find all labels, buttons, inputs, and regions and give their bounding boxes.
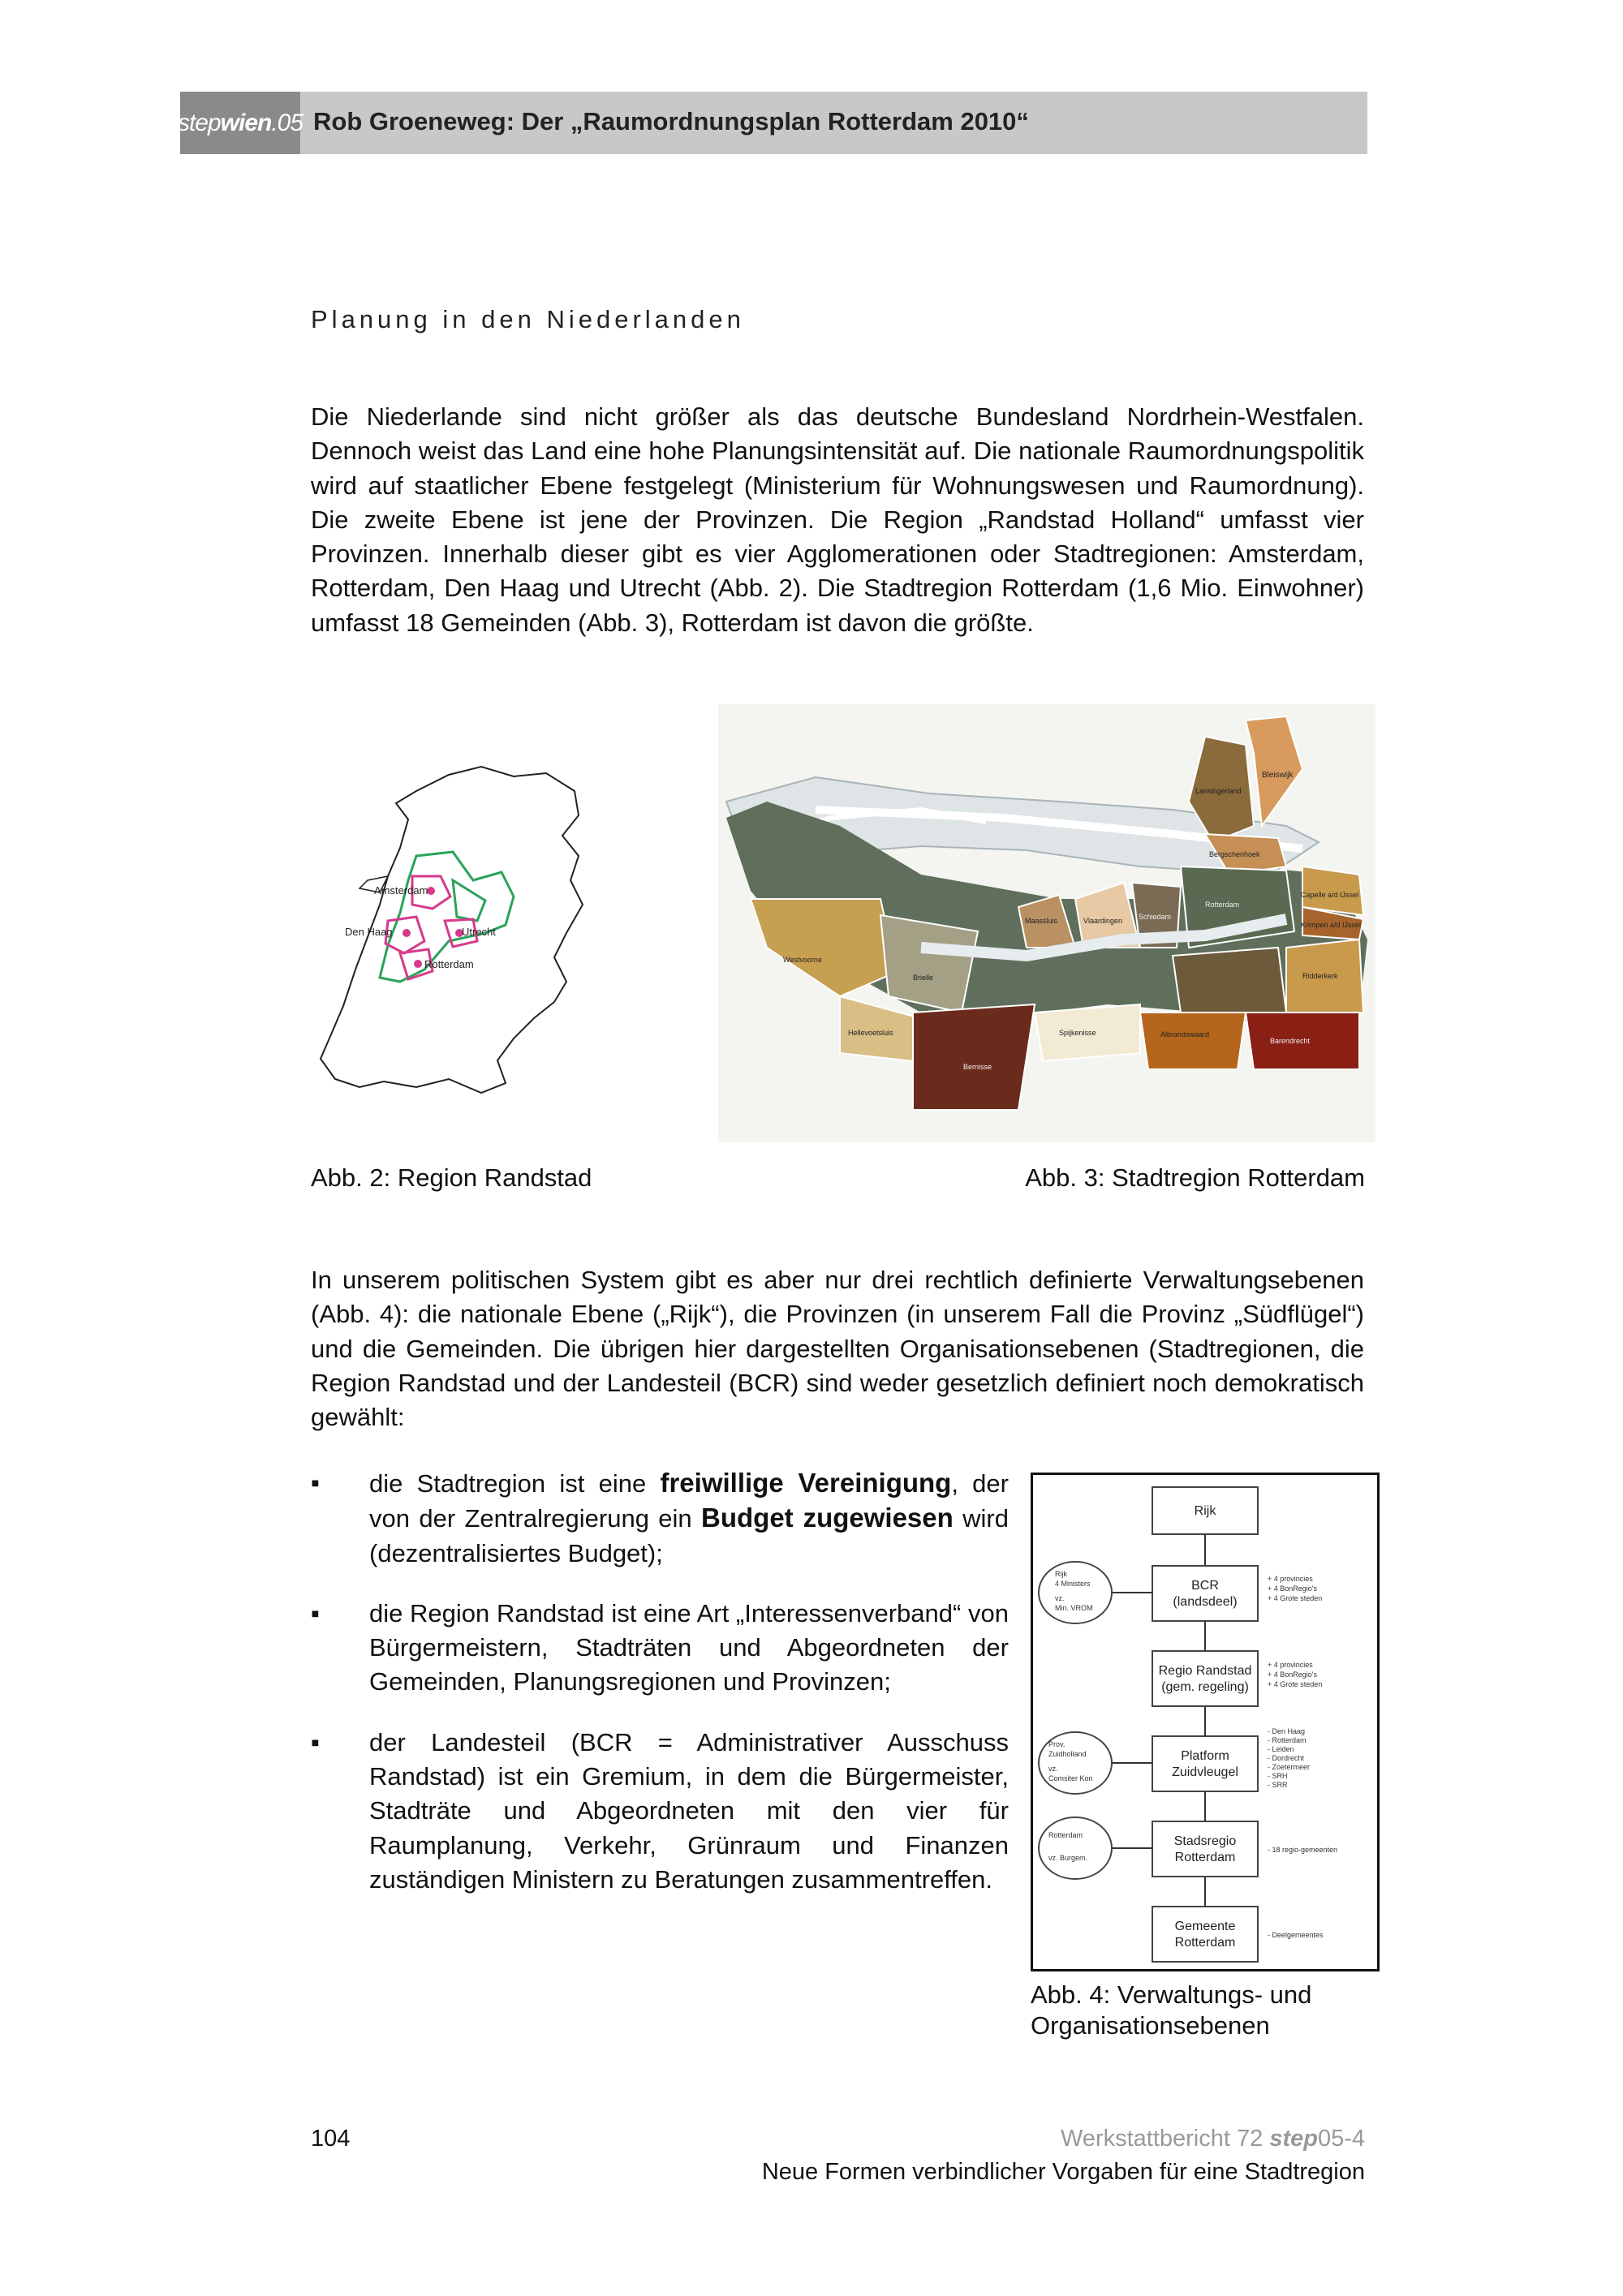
bullet-list	[311, 1466, 1009, 1923]
rmap-label-rotterdam: Rotterdam	[1205, 901, 1240, 909]
paragraph-verwaltung: In unserem politischen System gibt es aber nur drei rechtlich definierte Verwaltungsebenen (Abb. 4): die nationale Ebene („Rijk“), die Provinzen (in unserem Fall die Provinz „Südflügel“) und die Gemeinden. Die übrigen hier dargestellten Organisationsebenen (Stadtregionen, die Region Randstad und der Landesteil (BCR) sind weder gesetzlich definiert noch demokratisch gewählt:	[311, 1266, 1364, 1432]
note-text: - Den Haag	[1268, 1727, 1306, 1735]
circle-text: Zuidholland	[1048, 1750, 1087, 1758]
circle-text: Rotterdam	[1048, 1831, 1083, 1839]
rmap-label-bernisse: Bernisse	[963, 1063, 992, 1071]
map-label-denhaag: Den Haag	[345, 926, 393, 938]
circle-text: vz. Burgem.	[1048, 1854, 1088, 1862]
rmap-label-capelle: Capelle a/d IJssel	[1301, 891, 1359, 899]
footer-series-suffix: 05-4	[1317, 2126, 1365, 2152]
bullet-bold: freiwillige Vereinigung	[660, 1468, 952, 1498]
header-title: Rob Groeneweg: Der „Raumordnungsplan Rotterdam 2010“	[313, 107, 1029, 135]
note-text: - Dordrecht	[1268, 1754, 1305, 1762]
section-title: Planung in den Niederlanden	[311, 305, 745, 333]
stepwien-logo	[177, 92, 304, 154]
rmap-label-vlaardingen: Vlaardingen	[1083, 917, 1123, 925]
rmap-label-krimpen: Krimpen a/d IJssel	[1301, 921, 1362, 929]
organisation-diagram	[1031, 1473, 1380, 1971]
note-text: - Leiden	[1268, 1745, 1294, 1753]
diagram-box-gemeente: Gemeente	[1174, 1920, 1236, 1933]
note-text: + 4 Grote steden	[1268, 1680, 1323, 1688]
rmap-label-hellevoetsluis: Hellevoetsluis	[848, 1029, 893, 1037]
page-number: 104	[311, 2126, 351, 2152]
diagram-box-stadsregio: Stadsregio	[1173, 1834, 1237, 1848]
note-text: - 18 regio-gemeenten	[1268, 1846, 1338, 1854]
note-text: - Rotterdam	[1268, 1736, 1307, 1744]
bullet-item	[311, 1597, 1009, 1700]
diagram-box-platform: Platform	[1181, 1749, 1229, 1763]
diagram-box-randstad: Regio Randstad	[1158, 1664, 1252, 1678]
bullet-text: die Stadtregion ist eine	[369, 1469, 661, 1498]
circle-text: vz.	[1048, 1765, 1058, 1773]
bullet-item	[311, 1726, 1009, 1897]
circle-text: Prov.	[1048, 1740, 1065, 1748]
caption-abb3: Abb. 3: Stadtregion Rotterdam	[1025, 1163, 1365, 1192]
circle-text: Comsiter Kon	[1048, 1774, 1093, 1782]
diagram-box-platform-sub: Zuidvleugel	[1172, 1765, 1238, 1779]
diagram-box-bcr: BCR	[1191, 1579, 1219, 1593]
note-text: + 4 BonRegio's	[1268, 1584, 1318, 1593]
rmap-label-spijkenisse: Spijkenisse	[1059, 1029, 1096, 1037]
footer-series-brand: step	[1269, 2126, 1318, 2152]
map-label-utrecht: Utrecht	[462, 926, 496, 938]
rmap-label-barendrecht: Barendrecht	[1270, 1037, 1311, 1045]
circle-text: 4 Ministers	[1055, 1580, 1091, 1588]
bullet-marker: ▪	[311, 1727, 320, 1756]
caption-abb4: Abb. 4: Verwaltungs- und Organisationsebenen	[1031, 1980, 1312, 2040]
bullet-bold: Budget zugewiesen	[701, 1503, 954, 1533]
caption-abb2: Abb. 2: Region Randstad	[311, 1163, 592, 1192]
map-label-amsterdam: Amsterdam	[374, 884, 428, 896]
paragraph-intro: Die Niederlande sind nicht größer als das deutsche Bundesland Nordrhein-Westfalen. Dennoch weist das Land eine hohe Planungsintensität auf. Die nationale Raumordnungspolitik wird auf staatlicher Ebene festgelegt (Ministerium für Wohnungswesen und Raumordnung). Die zweite Ebene ist jene der Provinzen. Die Region „Randstad Holland“ umfasst vier Provinzen. Innerhalb dieser gibt es vier Agglomerationen oder Stadtregionen: Amsterdam, Rotterdam, Den Haag und Utrecht (Abb. 2). Die Stadtregion Rotterdam (1,6 Mio. Einwohner) umfasst 18 Gemeinden (Abb. 3), Rotterdam ist davon die größte.	[311, 402, 1364, 637]
circle-text: Min. VROM	[1055, 1604, 1093, 1612]
note-text: + 4 provincies	[1268, 1661, 1313, 1669]
rmap-label-bleiswijk: Bleiswijk	[1262, 771, 1294, 780]
rmap-label-schiedam: Schiedam	[1139, 913, 1172, 921]
rmap-label-maassluis: Maassluis	[1025, 917, 1058, 925]
diagram-box-rijk: Rijk	[1194, 1504, 1216, 1518]
note-text: - Zoetermeer	[1268, 1763, 1311, 1771]
footer-subtitle: Neue Formen verbindlicher Vorgaben für eine Stadtregion	[761, 2159, 1365, 2185]
rmap-label-brielle: Brielle	[913, 974, 934, 982]
diagram-box-randstad-sub: (gem. regeling)	[1161, 1680, 1249, 1694]
logo-suffix: .05	[271, 109, 304, 136]
circle-text: Rijk	[1055, 1570, 1067, 1578]
note-text: + 4 BonRegio's	[1268, 1670, 1318, 1679]
rmap-label-lansingerland: Lansingerland	[1195, 787, 1242, 795]
bullet-marker: ▪	[311, 1468, 320, 1497]
circle-text: vz.	[1055, 1594, 1065, 1602]
rmap-label-ridderkerk: Ridderkerk	[1302, 972, 1338, 980]
rmap-label-albrandswaard: Albrandswaard	[1160, 1030, 1210, 1038]
randstad-map	[311, 759, 603, 1099]
rotterdam-region-map	[718, 704, 1375, 1142]
rmap-label-westvoorne: Westvoorne	[783, 956, 822, 964]
footer-series-text: Werkstattbericht 72	[1060, 2126, 1270, 2152]
bullet-text: wird (dezentralisiertes Budget);	[369, 1504, 1009, 1567]
note-text: + 4 Grote steden	[1268, 1594, 1323, 1602]
rmap-label-bergschenhoek: Bergschenhoek	[1209, 850, 1260, 858]
note-text: - SRH	[1268, 1772, 1288, 1780]
map-label-rotterdam: Rotterdam	[424, 958, 474, 970]
diagram-box-gemeente-sub: Rotterdam	[1174, 1936, 1236, 1950]
footer-series	[1061, 2126, 1365, 2152]
bullet-marker: ▪	[311, 1598, 320, 1627]
bullet-text: die Region Randstad ist eine Art „Interessenverband“ von Bürgermeistern, Stadträten und Abgeordneten der Gemeinden, Planungsregionen und Provinzen;	[369, 1598, 1009, 1696]
note-text: - Deelgemeentes	[1268, 1931, 1324, 1939]
logo-prefix: step	[177, 109, 221, 136]
note-text: - SRR	[1268, 1781, 1288, 1789]
logo-brand: wien	[220, 109, 272, 136]
bullet-text: der Landesteil (BCR = Administrativer Ausschuss Randstad) ist ein Gremium, in dem die Bürgermeister, Stadträte und Abgeordneten mit den vier für Raumplanung, Verkehr, Grünraum und Finanzen zuständigen Ministern zu Beratungen zusammentreffen.	[369, 1727, 1009, 1894]
diagram-box-stadsregio-sub: Rotterdam	[1174, 1851, 1236, 1864]
bullet-item	[311, 1466, 1009, 1571]
diagram-box-bcr-sub: (landsdeel)	[1173, 1595, 1238, 1609]
note-text: + 4 provincies	[1268, 1575, 1313, 1583]
bullet-text: , der von der Zentralregierung ein	[369, 1469, 1009, 1533]
